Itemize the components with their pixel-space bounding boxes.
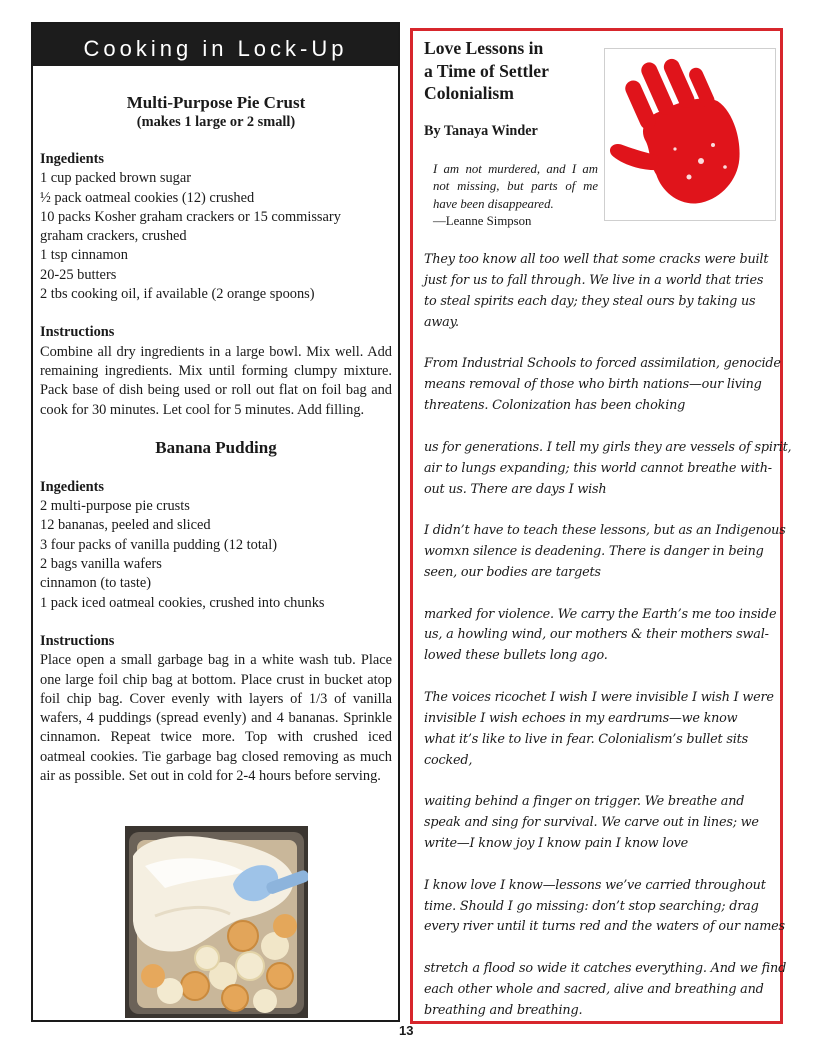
- article-title-line: a Time of Settler: [424, 60, 549, 81]
- poem-line: out us. There are days I wish: [424, 481, 607, 497]
- article-title: [424, 37, 609, 105]
- poem-line: us, a howling wind, our mothers & their mothers swal-: [424, 627, 769, 643]
- poem-article: [410, 28, 792, 1024]
- poem-stanza: [424, 688, 780, 772]
- ingredient-line: 1 pack iced oatmeal cookies, crushed into chunks: [40, 594, 325, 611]
- poem-line: each other whole and sacred, alive and breathing and: [424, 981, 764, 997]
- poem-line: stretch a flood so wide it catches everything. And we find: [424, 961, 787, 977]
- poem-stanza: [424, 605, 780, 668]
- epigraph-quote: I am not murdered, and I am not missing, but parts of me have been disappeared.: [433, 162, 598, 211]
- poem-line: invisible I wish echoes in my eardrums—we know: [424, 710, 738, 726]
- poem-line: cocked,: [424, 752, 473, 768]
- poem-line: just for us to fall through. We live in a world that tries: [424, 272, 764, 288]
- epigraph: [433, 161, 598, 230]
- banana-pudding-title: Banana Pudding: [155, 437, 277, 457]
- poem-line: marked for violence. We carry the Earth’s me too inside: [424, 606, 777, 622]
- pie-crust-subtitle: (makes 1 large or 2 small): [136, 114, 296, 130]
- pie-crust-title: Multi-Purpose Pie Crust: [126, 93, 306, 112]
- column-banner: Cooking in Lock-Up: [33, 24, 398, 66]
- article-title-line: Colonialism: [424, 83, 514, 103]
- poem-line: every river until it turns red and the waters of our names: [424, 919, 785, 935]
- byline: By Tanaya Winder: [424, 123, 538, 139]
- ingredient-line: 1 tsp cinnamon: [40, 247, 128, 264]
- ingredient-line: 20-25 butters: [40, 266, 117, 283]
- poem-stanza: [424, 876, 785, 939]
- poem-line: I know love I know—lessons we’ve carried throughout: [424, 877, 766, 893]
- ingredient-line: 3 four packs of vanilla pudding (12 total): [40, 536, 277, 553]
- article-title-line: Love Lessons in: [424, 38, 544, 58]
- poem-line: us for generations. I tell my girls they are vessels of spirit,: [424, 439, 792, 455]
- poem-line: away.: [424, 314, 459, 330]
- poem-line: From Industrial Schools to forced assimilation, genocide: [424, 356, 781, 372]
- poem-line: to steal spirits each day; they steal ours by taking us: [424, 293, 756, 309]
- epigraph-author: —Leanne Simpson: [433, 213, 532, 228]
- pie-crust-instructions: Combine all dry ingredients in a large bowl. Mix well. Add remaining ingredients. Mix until forming clumpy mixture. Pack base of dish being used or roll out flat on foil bag and cook for 30 minutes. Let cool for 5 minutes. Add filling.: [40, 343, 392, 418]
- ingredient-line: 12 bananas, peeled and sliced: [40, 517, 211, 534]
- page-number: 13: [399, 1023, 414, 1038]
- pie-crust-ingredients-heading: Ingedients: [40, 151, 104, 167]
- poem-line: breathing and breathing.: [424, 1002, 583, 1018]
- ingredient-line: 10 packs Kosher graham crackers or 15 commissary: [40, 208, 341, 225]
- poem-stanza: [424, 959, 787, 1022]
- poem-line: waiting behind a finger on trigger. We breathe and: [424, 794, 745, 810]
- poem-body: [424, 250, 792, 1042]
- ingredient-line: graham crackers, crushed: [40, 228, 187, 245]
- banana-pudding-ingredients-list: [40, 497, 392, 613]
- poem-stanza: [424, 521, 786, 584]
- poem-stanza: [424, 438, 792, 501]
- poem-stanza: [424, 354, 780, 417]
- pie-crust-ingredients-list: [40, 169, 392, 304]
- ingredient-line: cinnamon (to taste): [40, 575, 152, 592]
- pie-crust-instructions-heading: Instructions: [40, 324, 115, 341]
- poem-line: lowed these bullets long ago.: [424, 648, 608, 664]
- banana-pudding-ingredients-heading: Ingedients: [40, 478, 104, 495]
- ingredient-line: 2 tbs cooking oil, if available (2 orange spoons): [40, 286, 315, 303]
- poem-line: threatens. Colonization has been choking: [424, 398, 686, 414]
- banana-pudding-instructions: Place open a small garbage bag in a white wash tub. Place one large foil chip bag at bottom. Place crust in bucket atop foil chip bag. Cover evenly with layers of 1/3 of vanilla wafers, 4 puddings (spread evenly) and 4 bananas. Sprinkle cinnamon. Repeat twice more. Top with crushed iced oatmeal cookies. Tie garbage bag closed removing as much air as possible. Set out in cold for 2-4 hours before serving.: [40, 652, 392, 785]
- ingredient-line: 1 cup packed brown sugar: [40, 170, 192, 187]
- ingredient-line: 2 bags vanilla wafers: [40, 556, 162, 573]
- cooking-column: [31, 22, 400, 1022]
- poem-line: write—I know joy I know pain I know love: [424, 836, 689, 852]
- banana-pudding-photo: [125, 826, 308, 1018]
- poem-line: womxn silence is deadening. There is danger in being: [424, 544, 764, 560]
- poem-line: I didn’t have to teach these lessons, but as an Indigenous: [424, 523, 786, 539]
- poem-line: The voices ricochet I wish I were invisible I wish I were: [424, 689, 774, 705]
- poem-line: They too know all too well that some cracks were built: [424, 252, 769, 267]
- ingredient-line: ½ pack oatmeal cookies (12) crushed: [40, 189, 255, 206]
- handprint-image: [604, 48, 776, 221]
- ingredient-line: 2 multi-purpose pie crusts: [40, 498, 190, 515]
- poem-line: air to lungs expanding; this world cannot breathe with-: [424, 460, 772, 476]
- poem-line: speak and sing for survival. We carve out in lines; we: [424, 815, 759, 831]
- poem-line: seen, our bodies are targets: [424, 564, 601, 580]
- poem-line: time. Should I go missing: don’t stop searching; drag: [424, 898, 759, 914]
- poem-stanza: [424, 792, 780, 855]
- poem-line: means removal of those who birth nations—our living: [424, 377, 762, 393]
- banana-pudding-instructions-heading: Instructions: [40, 632, 115, 649]
- poem-stanza: [424, 250, 780, 334]
- poem-line: what it’s like to live in fear. Colonialism’s bullet sits: [424, 731, 748, 747]
- recipes: [33, 66, 398, 786]
